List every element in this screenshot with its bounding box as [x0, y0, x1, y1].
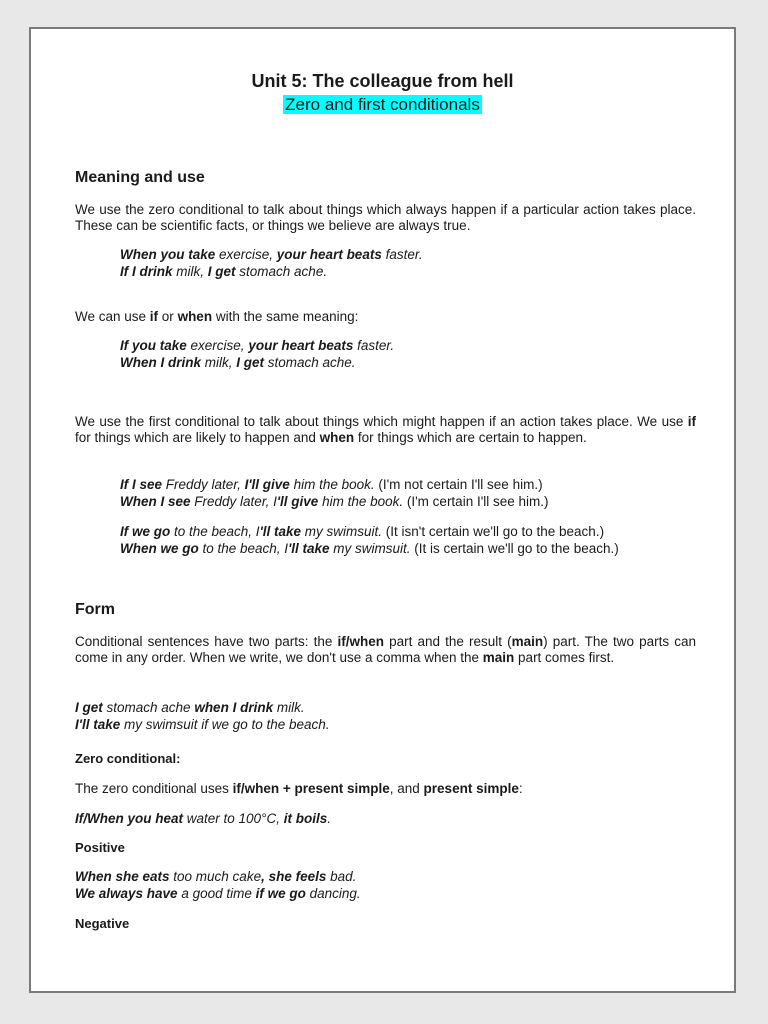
text-segment: 'll give [276, 494, 319, 509]
first-example [120, 493, 549, 510]
text-segment: if [687, 414, 696, 429]
text-segment: , she feels [261, 869, 327, 884]
first-example [120, 523, 604, 540]
text-segment: or [158, 309, 178, 324]
text-segment: him the book. [318, 494, 404, 509]
text-segment: I get [75, 700, 103, 715]
text-segment: (It isn't certain we'll go to the beach.) [382, 524, 605, 539]
text-segment: 'll take [288, 541, 330, 556]
text-segment: When she eats [75, 869, 170, 884]
text-segment: your heart beats [248, 338, 354, 353]
text-segment: my swimsuit. [329, 541, 411, 556]
order-example [75, 716, 330, 733]
text-segment: milk. [273, 700, 305, 715]
text-segment: dancing. [305, 886, 361, 901]
text-segment: We always have [75, 886, 178, 901]
text-segment: (I'm not certain I'll see him.) [374, 477, 543, 492]
text-segment: part and the result ( [384, 634, 512, 649]
first-example [120, 476, 543, 493]
form-intro [75, 634, 696, 666]
ifwhen-example [120, 337, 394, 354]
first-conditional-intro [75, 414, 696, 446]
text-segment: I get [207, 264, 236, 279]
zero-example [120, 263, 327, 280]
text-segment: , and [389, 781, 424, 796]
text-segment: present simple [423, 781, 519, 796]
text-segment: my swimsuit. [301, 524, 383, 539]
text-segment: exercise, [215, 247, 277, 262]
text-segment: Conditional sentences have two parts: the [75, 634, 338, 649]
text-segment: for things which are certain to happen. [354, 430, 587, 445]
text-segment: main [511, 634, 544, 649]
ifwhen-example [120, 354, 356, 371]
page-title: Unit 5: The colleague from hell [251, 71, 514, 91]
text-segment: If I drink [120, 264, 173, 279]
text-segment: main [482, 650, 515, 665]
text-segment: . [327, 811, 331, 826]
text-segment: (I'm certain I'll see him.) [403, 494, 549, 509]
text-segment: to the beach, I [170, 524, 260, 539]
text-segment: part comes first. [514, 650, 615, 665]
text-segment: (It is certain we'll go to the beach.) [410, 541, 619, 556]
text-segment: too much cake [169, 869, 262, 884]
text-segment: When I drink [120, 355, 201, 370]
ifwhen-intro [75, 308, 358, 325]
text-segment: if/when + present simple [232, 781, 390, 796]
text-segment: Freddy later, I [190, 494, 277, 509]
text-segment: milk, [172, 264, 208, 279]
order-example [75, 699, 305, 716]
form-heading: Form [75, 601, 115, 618]
text-segment: for things which are likely to happen and [75, 430, 320, 445]
text-segment: when I drink [194, 700, 274, 715]
zero-rule [75, 780, 523, 797]
text-segment: When you take [120, 247, 216, 262]
text-segment: I get [236, 355, 265, 370]
text-segment: If you take [120, 338, 187, 353]
text-segment: faster. [381, 247, 423, 262]
text-segment: : [518, 781, 523, 796]
text-segment: I'll give [244, 477, 290, 492]
text-segment: bad. [326, 869, 357, 884]
text-segment: if we go [255, 886, 306, 901]
text-segment: Freddy later, [162, 477, 245, 492]
text-segment: faster. [353, 338, 395, 353]
text-segment: I'll take [75, 717, 121, 732]
meaning-heading: Meaning and use [75, 169, 205, 186]
meaning-intro: We use the zero conditional to talk about things which always happen if a particular action takes place. These can be scientific facts, or things we believe are always true. [75, 202, 696, 233]
subtitle-wrap [31, 95, 734, 115]
positive-example [75, 868, 356, 885]
text-segment: ) part. The two parts can come in any order. When we write, we don't use a comma when the [75, 634, 696, 665]
negative-heading: Negative [75, 916, 130, 931]
text-segment: my swimsuit if we go to the beach. [120, 717, 330, 732]
text-segment: We can use [75, 309, 150, 324]
text-segment: stomach ache. [264, 355, 356, 370]
zero-rule-example [75, 810, 331, 827]
text-segment: if [149, 309, 159, 324]
positive-heading: Positive [75, 840, 125, 855]
text-segment: if/when [337, 634, 385, 649]
text-segment: stomach ache [102, 700, 195, 715]
text-segment: when [319, 430, 355, 445]
text-segment: We use the first conditional to talk about things which might happen if an action takes place. We use [75, 414, 688, 429]
text-segment: The zero conditional uses [75, 781, 233, 796]
text-segment: to the beach, I [198, 541, 289, 556]
text-segment: your heart beats [276, 247, 382, 262]
text-segment: When I see [120, 494, 191, 509]
zero-conditional-heading: Zero conditional: [75, 751, 181, 766]
text-segment: with the same meaning: [212, 309, 359, 324]
text-segment: stomach ache. [235, 264, 328, 279]
text-segment: When we go [120, 541, 199, 556]
text-segment: If I see [120, 477, 163, 492]
text-segment: exercise, [186, 338, 249, 353]
first-example [120, 540, 619, 557]
text-segment: water to 100°C, [183, 811, 284, 826]
text-segment: milk, [201, 355, 237, 370]
text-segment: him the book. [289, 477, 375, 492]
page-subtitle: Zero and first conditionals [285, 95, 480, 114]
text-segment: a good time [177, 886, 256, 901]
text-segment: when [177, 309, 213, 324]
zero-example [120, 246, 423, 263]
text-segment: If we go [120, 524, 171, 539]
text-segment: it boils [283, 811, 328, 826]
text-segment: 'll take [259, 524, 302, 539]
document-page [29, 27, 736, 993]
positive-example [75, 885, 361, 902]
text-segment: If/When you heat [75, 811, 183, 826]
